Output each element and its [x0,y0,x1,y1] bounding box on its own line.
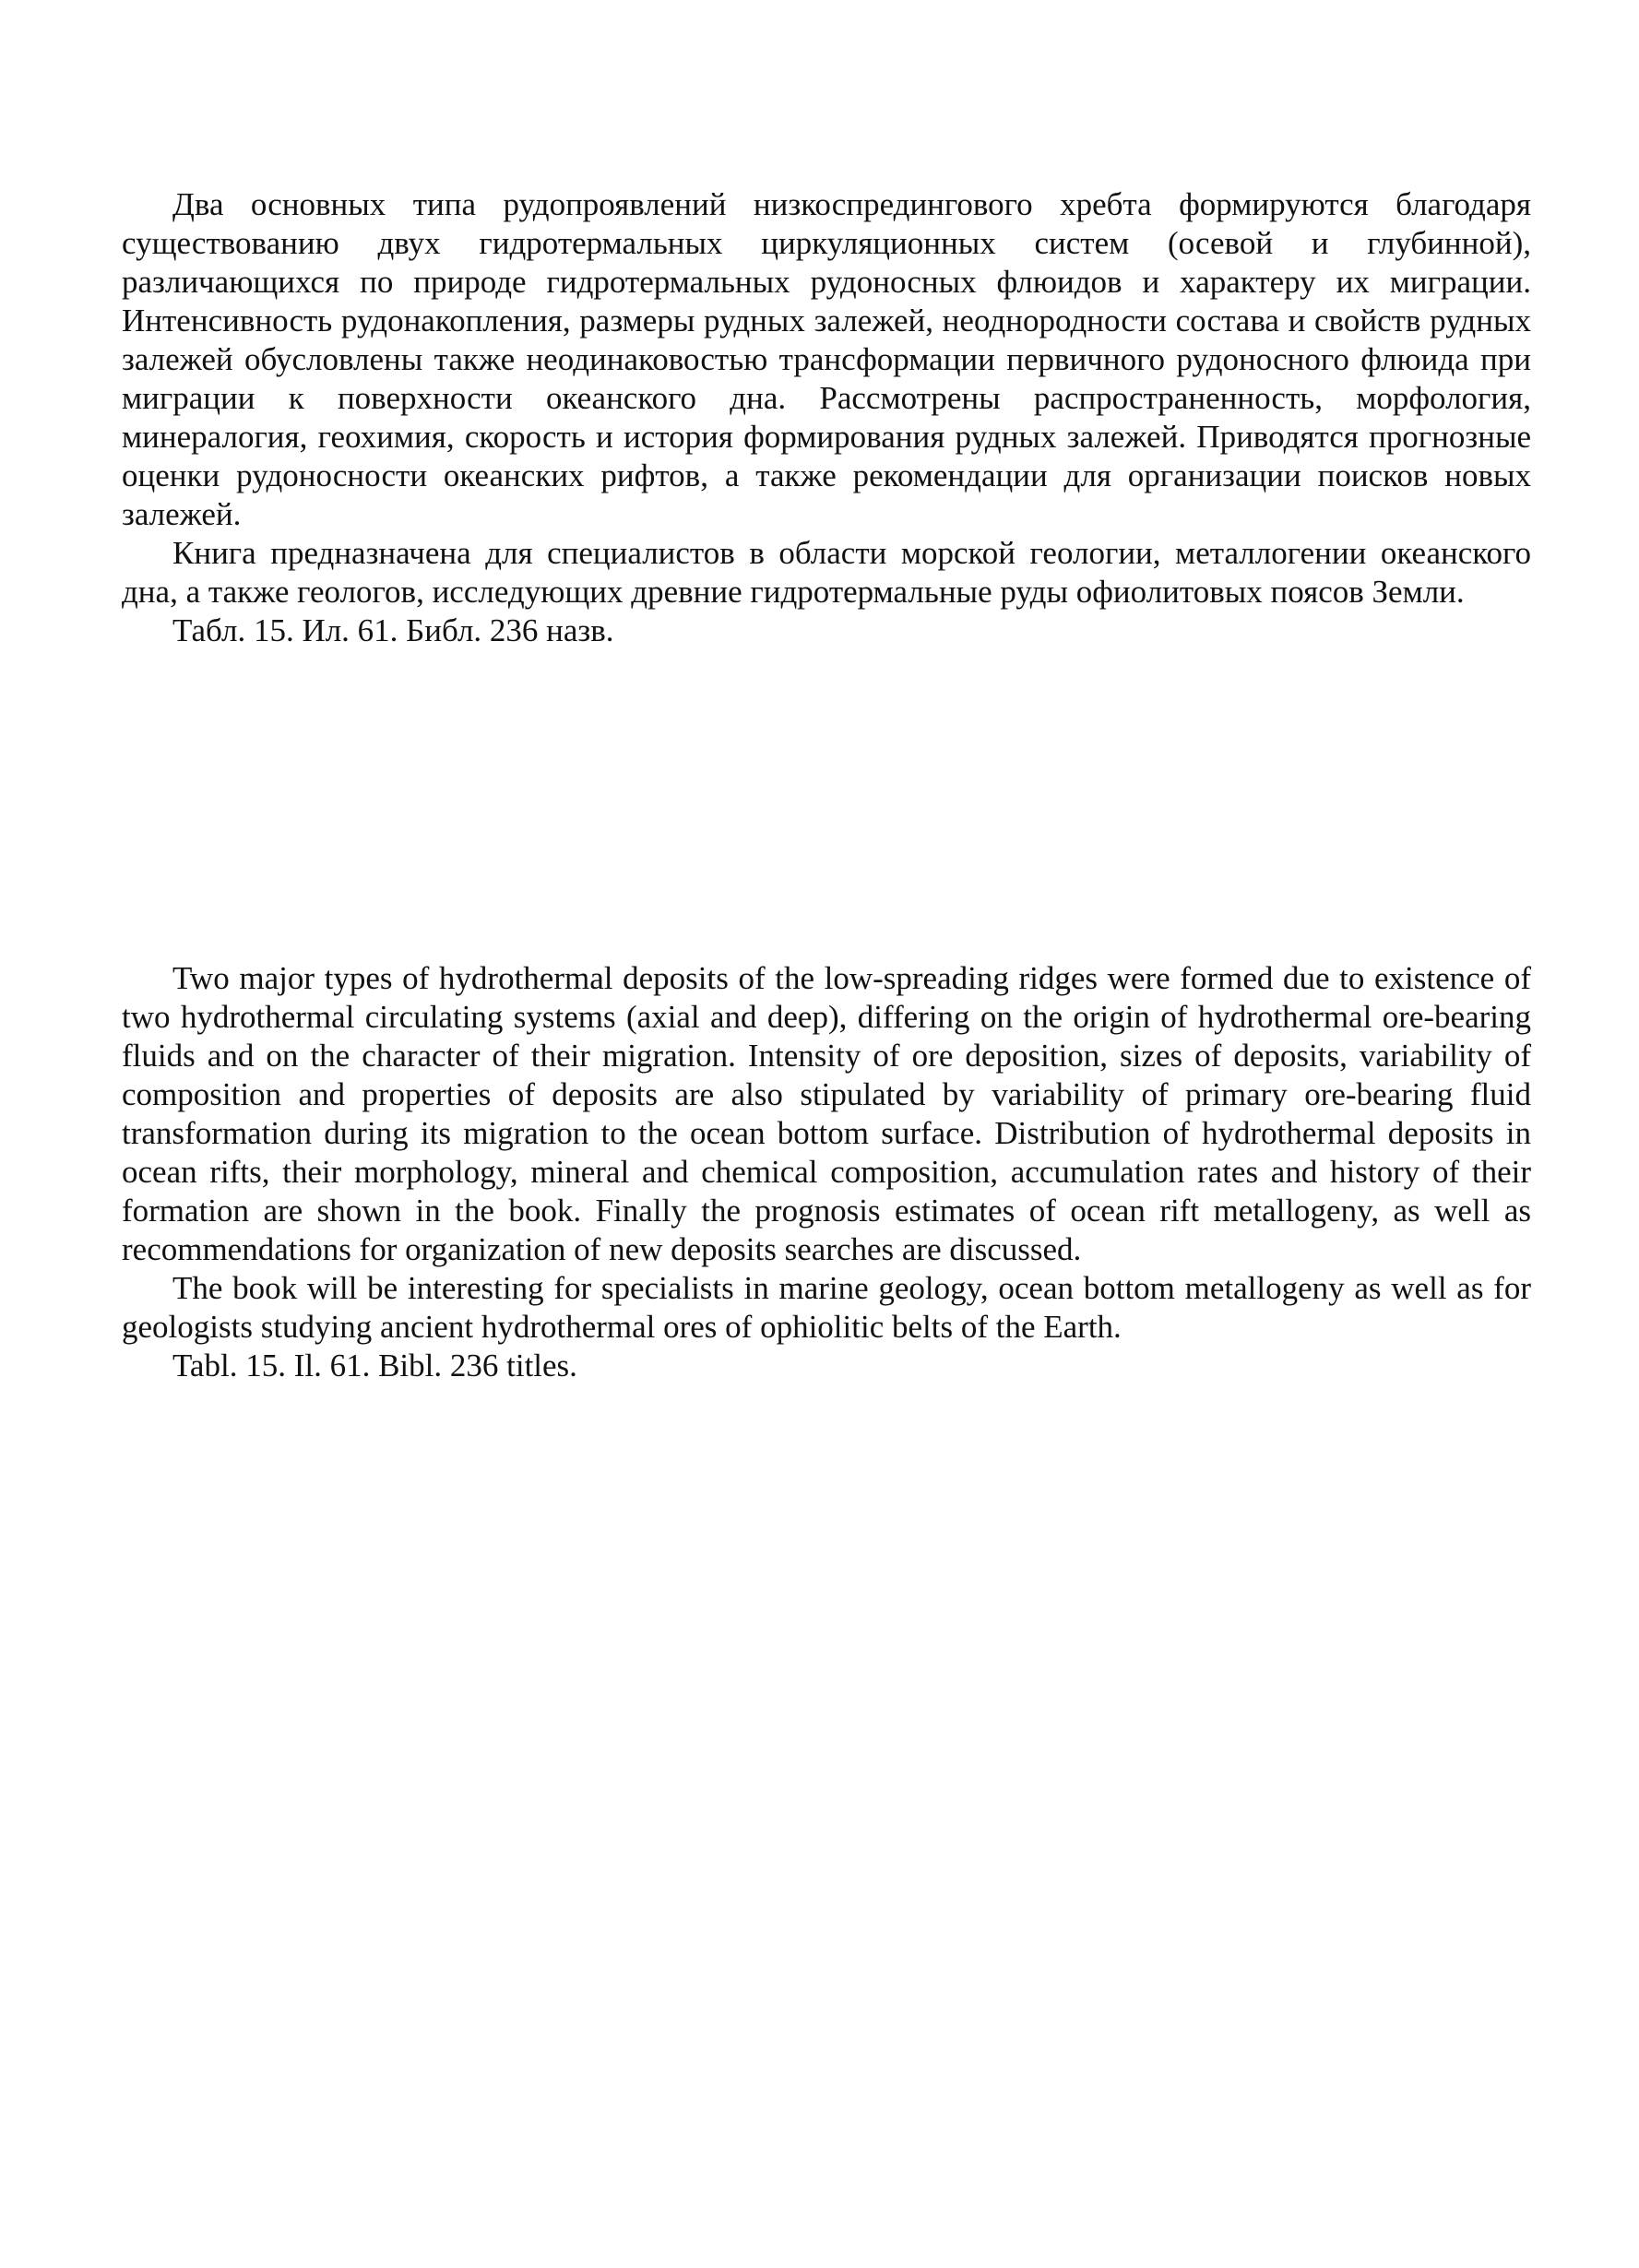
english-audience-paragraph: The book will be interesting for specialists in marine geology, ocean bottom metallogeny as well as for geologists studying ancient hydrothermal ores of ophiolitic belts of the Earth. [122,1270,1531,1345]
english-bibliographic-note: Tabl. 15. Il. 61. Bibl. 236 titles. [172,1348,577,1383]
english-abstract [122,959,1531,1385]
english-abstract-paragraph: Two major types of hydrothermal deposits of the low-spreading ridges were formed due to existence of two hydrothermal circulating systems (axial and deep), differing on the origin of hydrothermal ore-bearing fluids and on the character of their migration. Intensity of ore deposition, sizes of deposits, variability of composition and properties of deposits are also stipulated by variability of primary ore-bearing fluid transformation during its migration to the ocean bottom surface. Distribution of hydrothermal deposits in ocean rifts, their morphology, mineral and chemical composition, accumulation rates and history of their formation are shown in the book. Finally the prognosis estimates of ocean rift metallogeny, as well as recommendations for organization of new deposits searches are discussed. [122,960,1531,1267]
russian-abstract-paragraph: Два основных типа рудопроявлений низкоспредингового хребта формируются благодаря существованию двух гидротермальных циркуляционных систем (осевой и глубинной), различающихся по природе гидротермальных рудоносных флюидов и характеру их миграции. Интенсивность рудонакопления, размеры рудных залежей, неоднородности состава и свойств рудных залежей обусловлены также неодинаковостью трансформации первичного рудоносного флюида при миграции к поверхности океанского дна. Рассмотрены распространенность, морфология, минералогия, геохимия, скорость и история формирования рудных залежей. Приводятся прогнозные оценки рудоносности океанских рифтов, а также рекомендации для организации поисков новых залежей. [122,186,1531,532]
russian-abstract [122,185,1531,650]
russian-bibliographic-note: Табл. 15. Ил. 61. Библ. 236 назв. [172,612,614,648]
russian-audience-paragraph: Книга предназначена для специалистов в области морской геологии, металлогении океанского дна, а также геологов, исследующих древние гидротермальные руды офиолитовых поясов Земли. [122,535,1531,610]
